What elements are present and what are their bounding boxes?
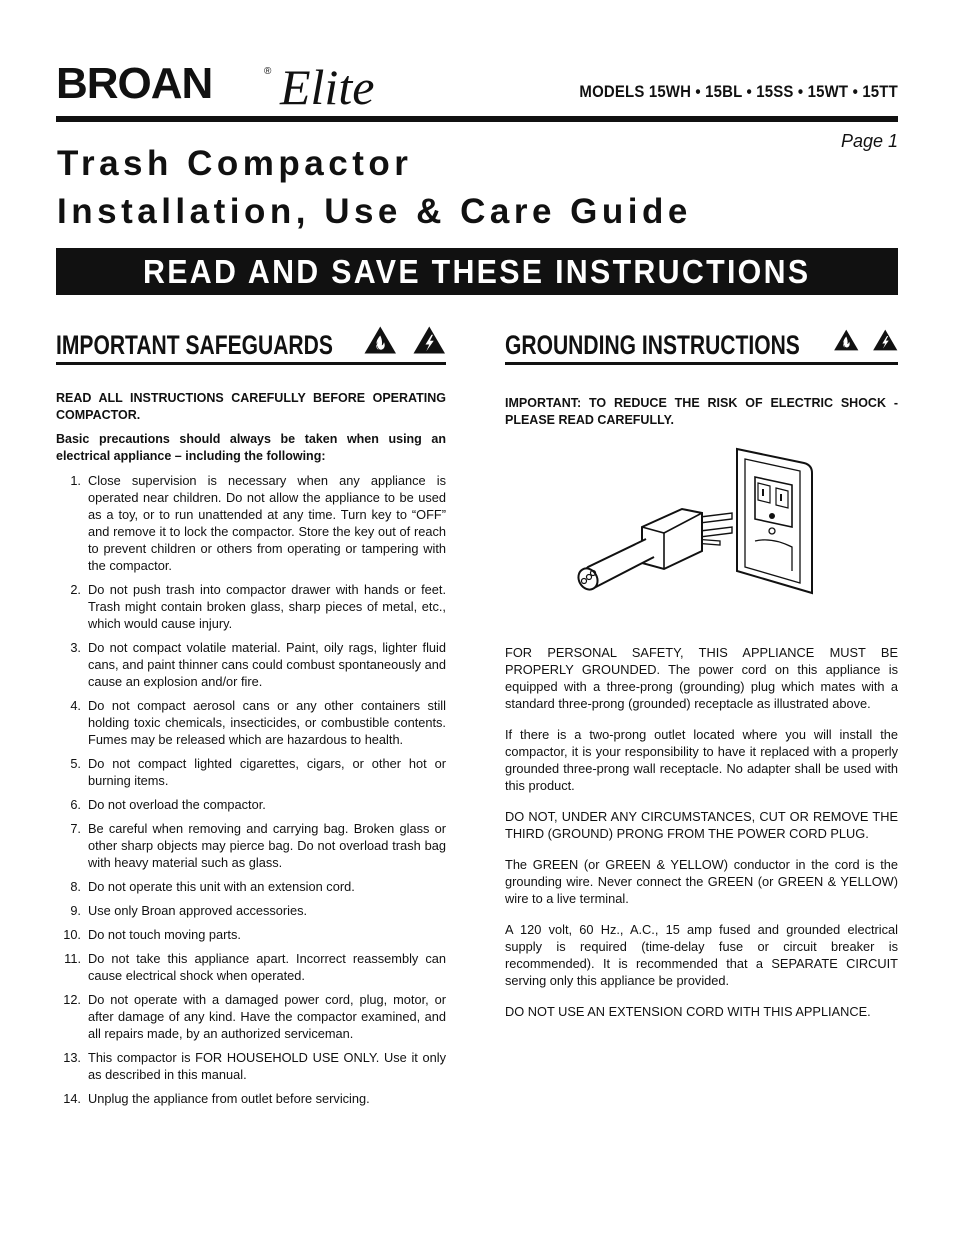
safeguard-item-text: Unplug the appliance from outlet before servicing.: [88, 1091, 370, 1106]
plug-and-outlet-illustration: [572, 443, 832, 603]
grounding-important: IMPORTANT: TO REDUCE THE RISK OF ELECTRIC SHOCK - PLEASE READ CAREFULLY.: [505, 396, 898, 427]
title-line-2: Installation, Use & Care Guide: [57, 192, 692, 231]
fire-warning-icon: [833, 320, 860, 360]
safeguard-item-number: 14.: [63, 1091, 81, 1106]
safeguard-item-text: Do not compact lighted cigarettes, cigars, or other hot or burning items.: [88, 756, 446, 788]
grounding-paragraph-6: DO NOT USE AN EXTENSION CORD WITH THIS APPLIANCE.: [505, 1004, 871, 1019]
safeguard-item: [56, 755, 446, 789]
safeguard-item: [56, 1090, 446, 1107]
safeguard-item-number: 6.: [70, 797, 81, 812]
grounding-paragraph-5: A 120 volt, 60 Hz., A.C., 15 amp fused and grounded electrical supply is required (time-delay fuse or circuit breaker is recommended). It is recommended that a SEPARATE CIRCUIT serving only this appliance be provided.: [505, 922, 898, 988]
safeguard-item: [56, 581, 446, 632]
safeguard-item-number: 11.: [64, 951, 81, 966]
header-rule: [56, 116, 898, 122]
page-title: [57, 140, 692, 236]
safeguards-intro-2: Basic precautions should always be taken when using an electrical appliance – including the following:: [56, 432, 446, 463]
grounding-heading: [505, 318, 898, 365]
grounding-paragraph-4: The GREEN (or GREEN & YELLOW) conductor in the cord is the grounding wire. Never connect the GREEN (or GREEN & YELLOW) wire to a live terminal.: [505, 857, 898, 906]
safeguard-item-number: 7.: [70, 821, 81, 836]
title-line-1: Trash Compactor: [57, 144, 413, 183]
safeguards-intro-1: READ ALL INSTRUCTIONS CAREFULLY BEFORE OPERATING COMPACTOR.: [56, 391, 446, 422]
safeguard-item-text: This compactor is FOR HOUSEHOLD USE ONLY. Use it only as described in this manual.: [88, 1050, 446, 1082]
safeguard-item: [56, 472, 446, 574]
safeguard-item-text: Do not overload the compactor.: [88, 797, 266, 812]
safeguard-item-number: 8.: [70, 879, 81, 894]
safeguard-item-text: Be careful when removing and carrying bag. Broken glass or other sharp objects may pierce bag. Do not overload trash bag with heavy material such as glass.: [88, 821, 446, 870]
grounding-heading-text: GROUNDING INSTRUCTIONS: [505, 330, 800, 360]
safeguard-item: [56, 1049, 446, 1083]
electric-shock-warning-icon: [872, 320, 899, 360]
grounding-paragraph-3: DO NOT, UNDER ANY CIRCUMSTANCES, CUT OR REMOVE THE THIRD (GROUND) PRONG FROM THE POWER CORD PLUG.: [505, 809, 898, 841]
safeguard-item-number: 12.: [63, 992, 81, 1007]
svg-text:BROAN: BROAN: [56, 59, 213, 108]
broan-elite-logo: [56, 52, 396, 110]
safeguard-item-number: 9.: [70, 903, 81, 918]
safeguard-item: [56, 878, 446, 895]
safeguard-item-number: 10.: [63, 927, 81, 942]
safeguards-section: [56, 318, 446, 1114]
electric-shock-warning-icon: [412, 320, 447, 360]
safeguard-item: [56, 820, 446, 871]
safeguard-item-number: 3.: [70, 640, 81, 655]
safeguard-item: [56, 902, 446, 919]
model-numbers: MODELS 15WH • 15BL • 15SS • 15WT • 15TT: [579, 82, 898, 101]
safeguards-heading: [56, 318, 446, 365]
safeguard-item-text: Do not push trash into compactor drawer with hands or feet. Trash might contain broken glass, sharp pieces of metal, etc., which would cause injury.: [88, 582, 446, 631]
safeguard-item-text: Do not compact aerosol cans or any other containers still holding toxic chemicals, insecticides, or combustible contents. Fumes may be released which are hazardous to health.: [88, 698, 446, 747]
safeguard-item: [56, 697, 446, 748]
read-save-banner: READ AND SAVE THESE INSTRUCTIONS: [56, 248, 898, 295]
safeguard-item: [56, 639, 446, 690]
safeguard-item-text: Do not operate with a damaged power cord, plug, motor, or after damage of any kind. Have the compactor examined, and all repairs made, by an authorized serviceman.: [88, 992, 446, 1041]
safeguards-list: [56, 472, 446, 1107]
safeguard-item: [56, 796, 446, 813]
safeguard-item-text: Close supervision is necessary when any appliance is operated near children. Do not allow the appliance to be used as a toy, or to run unattended at any time. Turn key to “OFF” and remove it to lock the compactor. Store the key out of reach to prevent children or others from operating or tampering with the compactor.: [88, 473, 446, 573]
safeguard-item: [56, 950, 446, 984]
safeguard-item-text: Do not compact volatile material. Paint, oily rags, lighter fluid cans, and paint thinner cans could combust spontaneously and cause an explosion and/or fire.: [88, 640, 446, 689]
fire-warning-icon: [363, 320, 398, 360]
safeguard-item-number: 5.: [70, 756, 81, 771]
grounding-section: [505, 318, 898, 1020]
safeguard-item: [56, 926, 446, 943]
svg-text:®: ®: [264, 66, 272, 77]
safeguard-item-text: Do not take this appliance apart. Incorrect reassembly can cause electrical shock when operated.: [88, 951, 446, 983]
grounding-paragraph-2: If there is a two-prong outlet located where you will install the compactor, it is your responsibility to have it replaced with a properly grounded three-prong wall receptacle. No adapter shall be used with this product.: [505, 727, 898, 793]
safeguard-item-text: Do not touch moving parts.: [88, 927, 241, 942]
safeguard-item-text: Use only Broan approved accessories.: [88, 903, 308, 918]
safeguard-item-number: 2.: [70, 582, 81, 597]
safeguard-item-number: 4.: [70, 698, 81, 713]
safeguards-heading-text: IMPORTANT SAFEGUARDS: [56, 330, 333, 360]
page-number: Page 1: [840, 131, 898, 151]
safeguard-item-number: 13.: [63, 1050, 81, 1065]
safeguard-item-text: Do not operate this unit with an extension cord.: [88, 879, 355, 894]
safeguard-item: [56, 991, 446, 1042]
grounding-paragraph-1: FOR PERSONAL SAFETY, THIS APPLIANCE MUST BE PROPERLY GROUNDED. The power cord on this appliance is equipped with a three-prong (grounding) plug which mates with a standard three-prong (grounded) receptacle as illustrated above.: [505, 645, 898, 711]
safeguard-item-number: 1.: [70, 473, 81, 488]
svg-text:Elite: Elite: [280, 59, 375, 110]
